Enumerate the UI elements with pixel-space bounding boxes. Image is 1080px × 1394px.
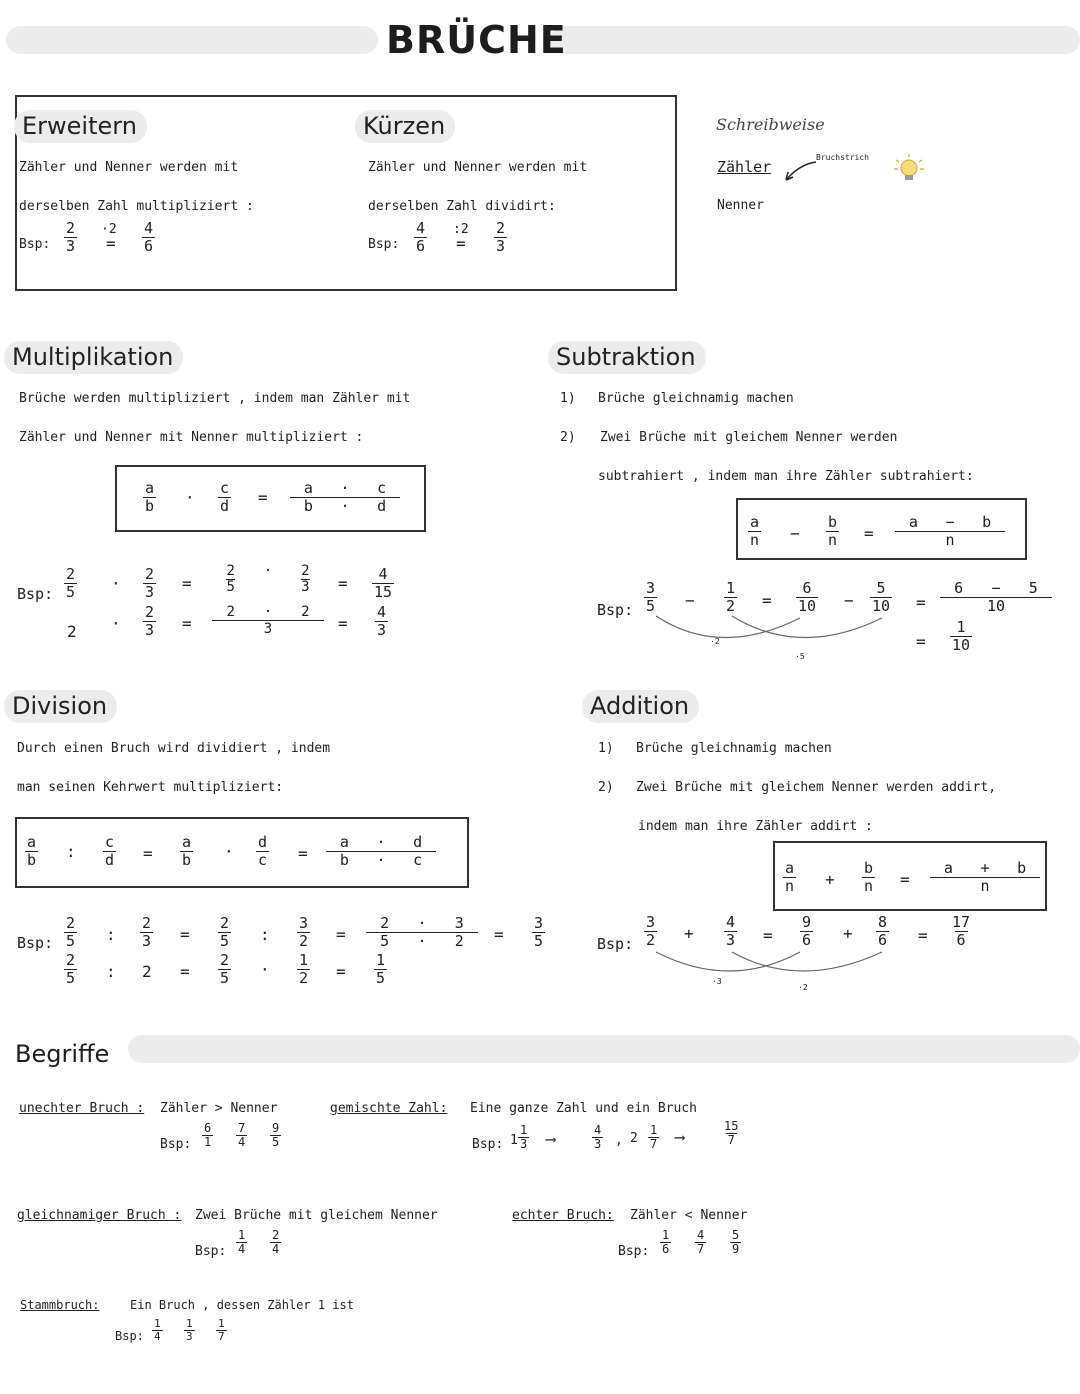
add-formula-eq: =	[900, 870, 910, 889]
gleichnamig-def: Zwei Brüche mit gleichem Nenner	[195, 1208, 438, 1223]
mult-ex2-f2: $\frac{2}{3}$	[145, 603, 155, 639]
sub-ex-g2: $\frac{5}{10}$	[872, 579, 891, 615]
sub-ex-cross-arrows	[650, 612, 890, 662]
gemischt-arrow-1: ⟶	[546, 1130, 556, 1148]
gleichnamig-ex-1: $\frac{1}{4}$	[238, 1228, 246, 1256]
unecht-bsp: Bsp:	[160, 1137, 192, 1152]
sub-formula-result: a − b n	[895, 514, 1005, 549]
echt-ex-2: $\frac{4}{7}$	[697, 1228, 705, 1256]
mult-ex2-eq2: =	[338, 614, 348, 633]
mult-ex2-dot: ·	[111, 614, 121, 633]
add-formula-a-n: $\frac{a}{n}$	[785, 859, 795, 895]
div-ex2-eq2: =	[336, 962, 346, 981]
add-ex-f1: $\frac{3}{2}$	[646, 913, 656, 949]
mult-formula-eq: =	[258, 488, 268, 507]
multiplikation-line2: Zähler und Nenner mit Nenner multipliziert :	[19, 430, 364, 445]
multiplikation-heading: Multiplikation	[4, 341, 183, 374]
add-ex-mult-3: ·3	[712, 977, 722, 986]
sub-ex-minus2: −	[844, 591, 854, 610]
div-ex2-result: $\frac{1}{5}$	[376, 951, 386, 987]
div-ex1-g2: $\frac{3}{2}$	[299, 914, 309, 950]
sub-ex-result: $\frac{1}{10}$	[952, 618, 971, 654]
page-title: BRÜCHE	[386, 18, 567, 62]
addition-step2-num: 2)	[598, 780, 614, 795]
echt-ex-1: $\frac{1}{6}$	[662, 1228, 670, 1256]
sub-ex-g1: $\frac{6}{10}$	[798, 579, 817, 615]
begriffe-bar	[128, 1035, 1080, 1063]
kuerzen-line2: derselben Zahl dividirt:	[368, 199, 556, 214]
gemischt-whole-1: 1	[510, 1133, 518, 1148]
lightbulb-icon	[892, 152, 928, 188]
subtraktion-step2a: Zwei Brüche mit gleichem Nenner werden	[600, 430, 898, 445]
sub-formula-minus: −	[790, 524, 800, 543]
addition-step1-num: 1)	[598, 741, 614, 756]
kuerzen-op: :2	[453, 222, 469, 237]
div-formula-dot: ·	[224, 842, 234, 861]
gemischt-label: gemischte Zahl:	[330, 1101, 448, 1116]
addition-step1: Brüche gleichnamig machen	[636, 741, 832, 756]
schreibweise-heading: Schreibweise	[716, 115, 825, 134]
kuerzen-line1: Zähler und Nenner werden mit	[368, 160, 588, 175]
sub-ex-combined: 6 − 5 10	[940, 580, 1052, 615]
div-formula-eq2: =	[298, 844, 308, 863]
div-formula-d-c: $\frac{d}{c}$	[258, 833, 268, 869]
addition-bsp: Bsp:	[597, 935, 634, 953]
mult-formula-num: a · c b · d	[290, 480, 400, 515]
div-formula-a-b-2: $\frac{a}{b}$	[182, 833, 192, 869]
mult-ex2-result: $\frac{4}{3}$	[377, 603, 387, 639]
add-ex-eq2: =	[918, 926, 928, 945]
div-ex2-g2: $\frac{1}{2}$	[299, 951, 309, 987]
erweitern-heading: Erweitern	[14, 110, 147, 143]
mult-ex2-expanded: 2 · 2 3	[212, 604, 324, 637]
stamm-def: Ein Bruch , dessen Zähler 1 ist	[130, 1298, 354, 1312]
unecht-ex-3: $\frac{9}{5}$	[272, 1121, 280, 1149]
erweitern-bsp: Bsp:	[19, 237, 51, 252]
add-ex-plus1: +	[684, 924, 694, 943]
mult-ex2-eq: =	[182, 614, 192, 633]
add-ex-plus2: +	[843, 924, 853, 943]
sub-ex-eq2: =	[916, 593, 926, 612]
div-formula-c-d: $\frac{c}{d}$	[105, 833, 115, 869]
begriffe-heading: Begriffe	[15, 1040, 110, 1068]
division-line1: Durch einen Bruch wird dividiert , indem	[17, 741, 331, 756]
div-formula-result: a · d b · c	[326, 834, 436, 869]
subtraktion-step1: Brüche gleichnamig machen	[598, 391, 794, 406]
div-ex1-eq2: =	[336, 925, 346, 944]
gemischt-def: Eine ganze Zahl und ein Bruch	[470, 1101, 697, 1116]
div-ex1-colon2: :	[260, 925, 270, 944]
add-formula-plus: +	[825, 870, 835, 889]
erweitern-frac-1: $\frac{2}{3}$	[66, 219, 76, 255]
division-heading: Division	[4, 690, 117, 723]
gleichnamig-ex-2: $\frac{2}{4}$	[272, 1228, 280, 1256]
unecht-ex-2: $\frac{7}{4}$	[238, 1121, 246, 1149]
multiplikation-line1: Brüche werden multipliziert , indem man Zähler mit	[19, 391, 411, 406]
add-formula-result: a + b n	[930, 860, 1040, 895]
subtraktion-step2b: subtrahiert , indem man ihre Zähler subtrahiert:	[598, 469, 974, 484]
gemischt-result-1: $\frac{4}{3}$	[594, 1123, 602, 1151]
stamm-ex-3: $\frac{1}{7}$	[218, 1317, 225, 1343]
gemischt-result-2: $\frac{15}{7}$	[724, 1119, 739, 1147]
sub-ex-mult-5: ·5	[795, 652, 805, 661]
echt-def: Zähler < Nenner	[630, 1208, 748, 1223]
div-ex1-f2: $\frac{2}{3}$	[142, 914, 152, 950]
echt-bsp: Bsp:	[618, 1244, 650, 1259]
division-line2: man seinen Kehrwert multipliziert:	[17, 780, 284, 795]
div-formula-a-b: $\frac{a}{b}$	[27, 833, 37, 869]
addition-heading: Addition	[582, 690, 699, 723]
gemischt-frac-2: $\frac{1}{7}$	[650, 1123, 658, 1151]
unecht-def: Zähler > Nenner	[160, 1101, 278, 1116]
gemischt-arrow-2: ⟶	[675, 1128, 685, 1146]
subtraktion-step2-num: 2)	[560, 430, 576, 445]
kuerzen-frac-1: $\frac{4}{6}$	[416, 219, 426, 255]
div-ex1-combined: 2 · 3 5 · 2	[366, 915, 478, 950]
gemischt-frac-1: $\frac{1}{3}$	[520, 1123, 528, 1151]
gemischt-bsp: Bsp:	[472, 1137, 504, 1152]
mult-ex1-dot: ·	[111, 574, 121, 593]
mult-ex1-f1: $\frac{2}{5}$	[66, 565, 76, 601]
mult-ex1-f2: $\frac{2}{3}$	[145, 565, 155, 601]
div-ex1-colon: :	[106, 925, 116, 944]
add-ex-eq1: =	[763, 926, 773, 945]
stamm-label: Stammbruch:	[20, 1298, 100, 1312]
add-ex-result: $\frac{17}{6}$	[952, 913, 971, 949]
add-formula-b-n: $\frac{b}{n}$	[864, 859, 874, 895]
div-ex2-f1: $\frac{2}{5}$	[66, 951, 76, 987]
erweitern-frac-2: $\frac{4}{6}$	[144, 219, 154, 255]
subtraktion-heading: Subtraktion	[548, 341, 706, 374]
div-ex2-eq1: =	[180, 962, 190, 981]
div-ex2-whole: 2	[142, 962, 152, 981]
div-ex2-dot: ·	[260, 960, 270, 979]
stamm-ex-2: $\frac{1}{3}$	[186, 1317, 193, 1343]
div-formula-colon: :	[66, 842, 76, 861]
subtraktion-step1-num: 1)	[560, 391, 576, 406]
echt-ex-3: $\frac{5}{9}$	[732, 1228, 740, 1256]
bruchstrich-arrow	[780, 158, 820, 186]
div-ex1-f1: $\frac{2}{5}$	[66, 914, 76, 950]
kuerzen-bsp: Bsp:	[368, 237, 400, 252]
sub-ex-f1: $\frac{3}{5}$	[646, 579, 656, 615]
sub-ex-minus1: −	[685, 591, 695, 610]
gemischt-sep: ,	[615, 1133, 623, 1148]
addition-step2a: Zwei Brüche mit gleichem Nenner werden addirt,	[636, 780, 997, 795]
kuerzen-heading: Kürzen	[355, 110, 455, 143]
sub-ex-f2: $\frac{1}{2}$	[726, 579, 736, 615]
div-ex1-eq3: =	[494, 925, 504, 944]
subtraktion-bsp: Bsp:	[597, 601, 634, 619]
gemischt-whole-2: 2	[630, 1131, 638, 1146]
add-ex-g1: $\frac{9}{6}$	[802, 913, 812, 949]
mult-formula-dot: ·	[185, 488, 195, 507]
div-ex1-g1: $\frac{2}{5}$	[220, 914, 230, 950]
gleichnamig-bsp: Bsp:	[195, 1244, 227, 1259]
mult-formula-a-b: $\frac{a}{b}$	[145, 479, 155, 515]
stamm-bsp: Bsp:	[115, 1329, 144, 1343]
mult-ex1-eq2: =	[338, 574, 348, 593]
add-ex-f2: $\frac{4}{3}$	[726, 913, 736, 949]
add-ex-g2: $\frac{8}{6}$	[878, 913, 888, 949]
sub-formula-a-n: $\frac{a}{n}$	[750, 513, 760, 549]
sub-ex-eq3: =	[916, 632, 926, 651]
erweitern-line2: derselben Zahl multipliziert :	[19, 199, 254, 214]
mult-formula-c-d: $\frac{c}{d}$	[220, 479, 230, 515]
kuerzen-frac-2: $\frac{2}{3}$	[496, 219, 506, 255]
erweitern-line1: Zähler und Nenner werden mit	[19, 160, 239, 175]
division-bsp: Bsp:	[17, 934, 54, 952]
div-formula-eq1: =	[143, 844, 153, 863]
title-bar-left	[6, 26, 378, 54]
kuerzen-eq: =	[456, 234, 466, 253]
mult-ex1-eq: =	[182, 574, 192, 593]
multiplikation-bsp: Bsp:	[17, 585, 54, 603]
title-bar-right	[550, 26, 1080, 54]
mult-ex1-result: $\frac{4}{15}$	[374, 565, 393, 601]
echt-label: echter Bruch:	[512, 1208, 614, 1223]
sub-ex-mult-2: ·2	[710, 637, 720, 646]
add-ex-mult-2: ·2	[798, 983, 808, 992]
schreibweise-nenner: Nenner	[717, 198, 764, 213]
sub-ex-eq1: =	[762, 591, 772, 610]
div-ex2-colon: :	[106, 962, 116, 981]
sub-formula-eq: =	[864, 524, 874, 543]
mult-ex1-expanded: 2 5 · 2 3	[226, 563, 310, 595]
schreibweise-bruchstrich: Bruchstrich	[816, 153, 869, 162]
gleichnamig-label: gleichnamiger Bruch :	[17, 1208, 182, 1223]
div-ex1-eq1: =	[180, 925, 190, 944]
addition-step2b: indem man ihre Zähler addirt :	[638, 819, 873, 834]
stamm-ex-1: $\frac{1}{4}$	[154, 1317, 161, 1343]
erweitern-op: ·2	[101, 222, 117, 237]
mult-ex2-whole: 2	[67, 622, 77, 641]
erweitern-eq: =	[106, 234, 116, 253]
add-ex-cross-arrows	[650, 948, 890, 990]
div-ex2-g1: $\frac{2}{5}$	[220, 951, 230, 987]
div-ex1-result: $\frac{3}{5}$	[534, 914, 544, 950]
schreibweise-zaehler: Zähler	[717, 158, 772, 176]
unecht-ex-1: $\frac{6}{1}$	[204, 1121, 212, 1149]
sub-formula-b-n: $\frac{b}{n}$	[828, 513, 838, 549]
unecht-label: unechter Bruch :	[19, 1101, 145, 1116]
